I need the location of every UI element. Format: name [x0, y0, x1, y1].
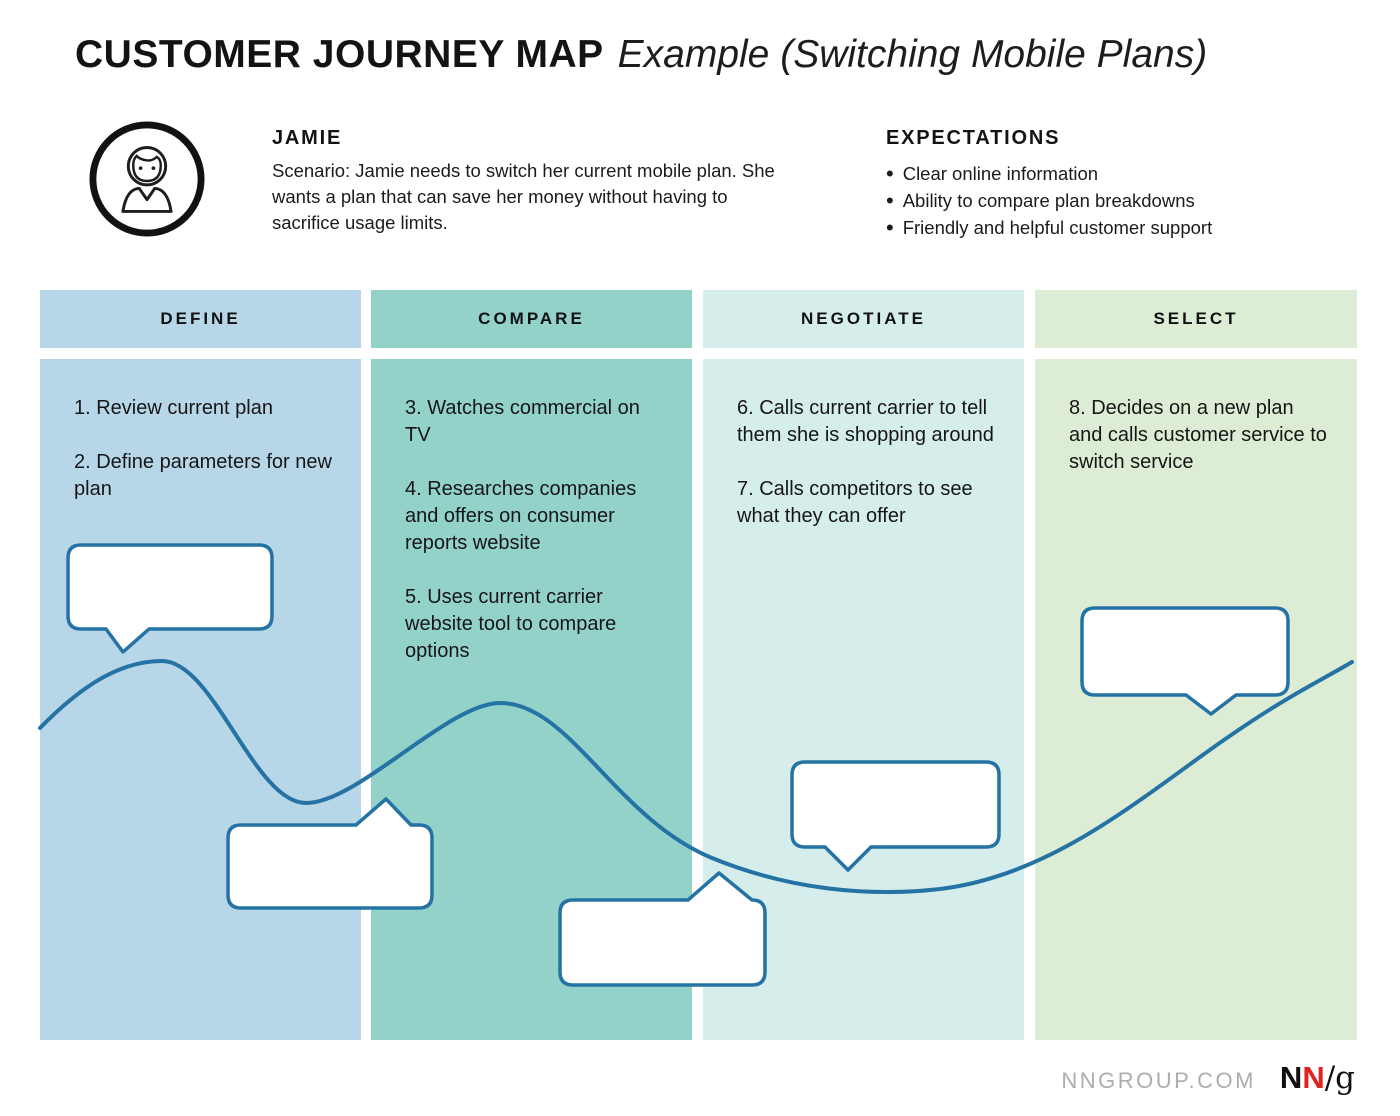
- column-header-negotiate: NEGOTIATE: [703, 290, 1024, 348]
- expectation-item: • Ability to compare plan breakdowns: [886, 187, 1212, 214]
- step-text: 5. Uses current carrier website tool to compare options: [405, 586, 617, 662]
- step-text: 4. Researches companies and offers on consumer reports website: [405, 478, 637, 554]
- step-text: 1. Review current plan: [74, 397, 273, 419]
- step-text: 3. Watches commercial on TV: [405, 397, 640, 446]
- nng-logo-n1: N: [1279, 1060, 1303, 1095]
- column-compare: [371, 359, 692, 1040]
- title-main: CUSTOMER JOURNEY MAP: [75, 33, 604, 76]
- step-text: 6. Calls current carrier to tell them she is shopping around: [737, 397, 994, 446]
- column-select: [1035, 359, 1357, 1040]
- column-header-compare: COMPARE: [371, 290, 692, 348]
- expectations-list: [886, 160, 1212, 241]
- expectations-heading: EXPECTATIONS: [886, 127, 1061, 149]
- step-text: 8. Decides on a new plan and calls customer service to switch service: [1069, 397, 1327, 473]
- column-define: [40, 359, 361, 1040]
- woman-avatar-icon: [88, 120, 206, 238]
- expectation-item: • Clear online information: [886, 160, 1212, 187]
- page-title: [75, 32, 1207, 78]
- expectation-item: • Friendly and helpful customer support: [886, 214, 1212, 241]
- nng-logo: [1280, 1060, 1355, 1096]
- step-text: 2. Define parameters for new plan: [74, 451, 332, 500]
- nng-logo-slash-g: /g: [1324, 1060, 1355, 1096]
- column-header-select: SELECT: [1035, 290, 1357, 348]
- nng-logo-n2: N: [1302, 1060, 1325, 1095]
- footer-site-url: NNGROUP.COM: [1061, 1068, 1256, 1093]
- footer: [1061, 1060, 1355, 1096]
- title-subtitle: Example (Switching Mobile Plans): [617, 33, 1208, 76]
- step-text: 7. Calls competitors to see what they can offer: [737, 478, 973, 527]
- persona-scenario: Scenario: Jamie needs to switch her current mobile plan. She wants a plan that can save her money without having to sacrifice usage limits.: [272, 160, 775, 233]
- persona-name: JAMIE: [272, 127, 343, 149]
- column-header-define: DEFINE: [40, 290, 361, 348]
- column-negotiate: [703, 359, 1024, 1040]
